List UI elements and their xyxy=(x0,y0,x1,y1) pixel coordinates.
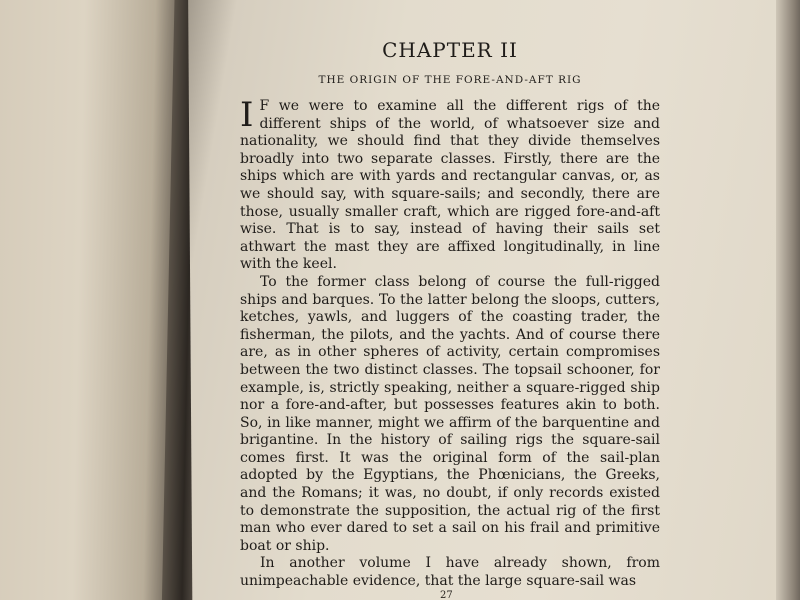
page-number: 27 xyxy=(440,590,453,600)
body-text xyxy=(240,95,660,591)
paragraph-2: To the former class belong of course the full-rigged ships and barques. To the latter belong the sloops, cutters, ketches, yawls, and luggers of the coasting trader, the fisherman, the pilots, and the yachts. And of course there are, as in other spheres of activity, certain compromises between the two distinct classes. The topsail schooner, for example, is, strictly speaking, neither a square-rigged ship nor a fore-and-after, but possesses features akin to both. So, in like manner, might we affirm of the barquentine and brigantine. In the history of sailing rigs the square-sail comes first. It was the original form of the sail-plan adopted by the Egyptians, the Phœnicians, the Greeks, and the Romans; it was, no doubt, if only records existed to demonstrate the supposition, the actual rig of the first man who ever dared to set a sail on his frail and primitive boat or ship. xyxy=(240,273,660,554)
drop-cap: I xyxy=(240,95,254,135)
chapter-title: CHAPTER II xyxy=(382,38,518,62)
left-page xyxy=(0,0,182,600)
paragraph-3: In another volume I have already shown, from unimpeachable evidence, that the large square-sail was xyxy=(240,555,660,590)
chapter-subtitle: THE ORIGIN OF THE FORE-AND-AFT RIG xyxy=(318,74,582,86)
paragraph-1 xyxy=(240,95,660,274)
page-edge-shadow xyxy=(776,0,800,600)
paragraph-1-text: F we were to examine all the different rigs of the different ships of the world, of whatsoever size and nationality, we should find that they divide themselves broadly into two separate classes. Firstly, there are the ships which are with yards and rectangular canvas, or, as we should say, with square-sails; and secondly, there are those, usually smaller craft, which are rigged fore-and-aft wise. That is to say, instead of having their sails set athwart the mast they are affixed longitudinally, in line with the keel. xyxy=(240,98,660,273)
page-text xyxy=(240,30,660,591)
